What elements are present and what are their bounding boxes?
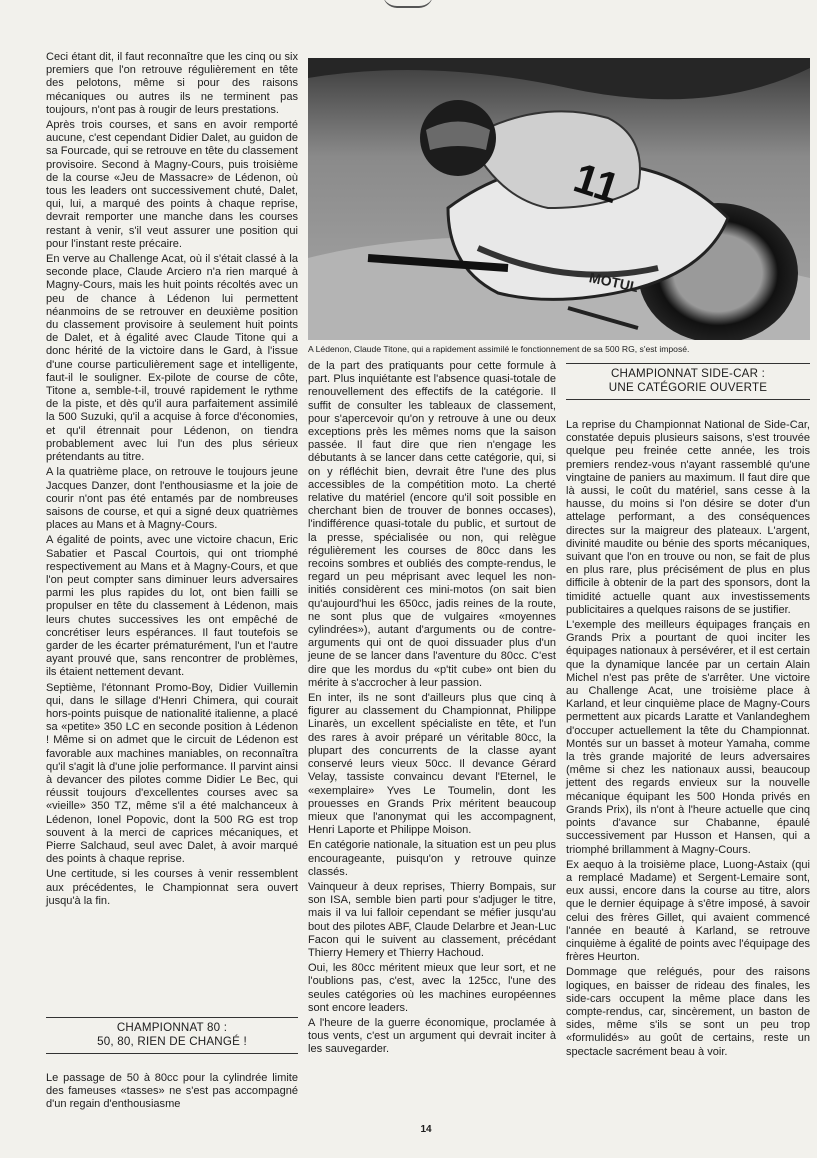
left-column-continued bbox=[46, 1072, 298, 1114]
heading-line: CHAMPIONNAT SIDE-CAR : bbox=[610, 367, 766, 380]
paragraph: A la quatrième place, on retrouve le toujours jeune Jacques Danzer, dont l'enthousiasme et la joie de courir n'ont pas été entamés par de nombreuses saisons de course, et qui a signé deux quatrièmes places au Mans et à Magny-Cours. bbox=[46, 466, 298, 532]
heading-line: 50, 80, RIEN DE CHANGÉ ! bbox=[97, 1035, 247, 1048]
paragraph: En inter, ils ne sont d'ailleurs plus que cinq à figurer au classement du Championnat, Philippe Linarès, un excellent spécialiste en tête, et l'un des rares à avoir préparé un véritable 80cc, la plupart des concurrents de la classe ayant conservé leurs vieux 50cc. Il devance Gérard Velay, tassiste convaincu devant l'Eternel, le «exemplaire» Yves Le Toumelin, dont les prouesses en Grands Prix méritent beaucoup mieux que l'anonymat qui les accompagnent, Henri Laporte et Philippe Moison. bbox=[308, 692, 556, 837]
paragraph: A l'heure de la guerre économique, proclamée à tous vents, c'est un argument qui devrait inciter à les sauvegarder. bbox=[308, 1016, 556, 1056]
page-number: 14 bbox=[420, 1124, 432, 1135]
heading-line: UNE CATÉGORIE OUVERTE bbox=[608, 381, 768, 394]
page-top-decoration bbox=[383, 0, 433, 8]
paragraph: Ex aequo à la troisième place, Luong-Astaix (qui a remplacé Madame) et Sergent-Lemaire sont, eux aussi, encore dans la course au titre, alors que le dernier équipage à s'être imposé, à savoir celui des frères Gillet, qui avaient commencé l'année en beauté à Karland, se retrouve cinquième à égalité de points avec l'équipage des frères Heurton. bbox=[566, 858, 810, 964]
paragraph: Dommage que relégués, pour des raisons logiques, en baisser de rideau des finales, les side-cars occupent la même place dans les compte-rendus, car, sincèrement, un baston de sides, même s'ils se sont un peu trop «formulidés» au goût de certains, reste un spectacle sacrément beau à voir. bbox=[566, 966, 810, 1058]
paragraph: La reprise du Championnat National de Side-Car, constatée depuis plusieurs saisons, s'est trouvée quelque peu freinée cette année, les trois premiers rendez-vous n'ayant rassemblé qu'une vingtaine de paniers au maximum. Il faut dire que là aussi, le coût du matériel, sans cesse à la hausse, du moins si l'on désire se doter d'un attelage performant, a des conséquences directes sur la maigreur des plateaux. L'argent, divinité maudite ou bénie des sports mécaniques, suivant que l'on en trouve ou non, se fait de plus en plus rare, plus précisément de plus en plus difficile à obtenir de la part des sponsors, dont la timidité actuelle quant aux investissements publicitaires a quelques raisons de se justifier. bbox=[566, 419, 810, 616]
middle-column bbox=[308, 360, 556, 1059]
paragraph: A égalité de points, avec une victoire chacun, Eric Sabatier et Pascal Courtois, qui ont triomphé respectivement au Mans et à Magny-Cours, et que l'on peut compter sans diminuer leurs adversaires parmi les plus rapides du lot, ont bien failli se propulser en tête du classement à Lédenon, mais leurs chutes successives les ont empêché de concrétiser leurs espérances. Il faut toutefois se garder de les écarter prématurément, l'un et l'autre ayant prouvé que, sans rencontrer de problèmes, ils étaient nettement devant. bbox=[46, 534, 298, 679]
paragraph: L'exemple des meilleurs équipages français en Grands Prix a pourtant de quoi inciter les équipages nationaux à persévérer, et il est certain que la dynamique lancée par un certain Alain Michel n'est pas prête de s'arrêter. Une victoire au Challenge Acat, une troisième place à Karland, et leur cinquième place de Magny-Cours permettent aux picards Laratte et Vanlandeghem d'occuper actuellement la tête du Championnat. Montés sur un basset à moteur Yamaha, comme la très grande majorité de leurs adversaires (même si chez les nationaux aussi, beaucoup jettent des regards envieux sur la nouvelle mécanique équipant les 500 Honda privés en Grands Prix), ils n'ont à l'heure actuelle que cinq points d'avance sur Chabanne, épaulé successivement par Husson et Hansen, qui a triomphé brillamment à Magny-Cours. bbox=[566, 619, 810, 856]
heading-line: CHAMPIONNAT 80 : bbox=[116, 1021, 228, 1034]
right-column bbox=[566, 419, 810, 1061]
section-heading-championnat-80 bbox=[46, 1017, 298, 1054]
section-heading-side-car bbox=[566, 363, 810, 400]
photo-caption: A Lédenon, Claude Titone, qui a rapidement assimilé le fonctionnement de sa 500 RG, s'est imposé. bbox=[308, 344, 690, 354]
left-column bbox=[46, 51, 298, 910]
paragraph: En verve au Challenge Acat, où il s'était classé à la seconde place, Claude Arciero n'a rien marqué à Magny-Cours, mais les huit points récoltés avec un peu de chance à Lédenon lui permettent néanmoins de se retrouver en deuxième position du classement provisoire à seulement huit points de Dalet, et à égalité avec Claude Titone qui a donc hérité de la victoire dans le Gard, à l'issue d'une course particulièrement sage et intelligente, faut-il le souligner. Ex-pilote de course de côte, Titone a, semble-t-il, trouvé rapidement le rythme de la piste, et dès qu'il aura parfaitement assimilé la 500 Suzuki, qu'il a acquise à force d'économies, et qu'il étrennait pour Lédenon, on tiendra probablement avec lui l'un des plus sérieux prétendants au titre. bbox=[46, 253, 298, 464]
paragraph: de la part des pratiquants pour cette formule à part. Plus inquiétante est l'absence quasi-totale de renouvellement des effectifs de la catégorie. Il suffit de consulter les tableaux de classement, pour s'apercevoir qu'on y retrouve à une ou deux exceptions près les mêmes noms que la saison passée. Il faut dire que rien n'engage les débutants à se lancer dans cette catégorie, qui, si on y réfléchit bien, devrait être l'une des plus accessibles de la compétition moto. La cherté relative du matériel (encore qu'il soit possible en cherchant bien de trouver de bonnes occases), l'indifférence quasi-totale du public, et surtout de la presse, spécialisée ou non, qui relègue régulièrement les courses de 80cc dans les recoins sombres et oubliés des compte-rendus, le regard un peu méprisant avec lequel les non-initiés considèrent ces mini-motos (on sait bien qu'aujourd'hui les 650cc, jadis reines de la route, ne sont plus que de vulgaires «moyennes cylindrées»), autant d'arguments ou de contre-arguments qui ont de quoi dissuader plus d'un jeune de se lancer dans l'aventure du 80cc. C'est dire que les mordus du «p'tit cube» ont bien du mérite à s'accrocher à leur passion. bbox=[308, 360, 556, 689]
paragraph: Oui, les 80cc méritent mieux que leur sort, et ne l'oublions pas, c'est, avec la 125cc, l'une des seules catégories où les machines européennes sont encore leaders. bbox=[308, 962, 556, 1014]
paragraph: Ceci étant dit, il faut reconnaître que les cinq ou six premiers que l'on retrouve régulièrement en tête des pelotons, même si pour des raisons mécaniques ou autres ils ne terminent pas toujours, n'ont pas à rougir de leurs prestations. bbox=[46, 51, 298, 116]
paragraph: Vainqueur à deux reprises, Thierry Bompais, sur son ISA, semble bien parti pour s'adjuger le titre, mais il va lui falloir cependant se méfier jusqu'au bout des pilotes ABF, Claude Delarbre et Jean-Luc Facon qui le suivent au classement, précédant Thierry Hemery et Thierry Hachoud. bbox=[308, 880, 556, 959]
race-number-text: 11 bbox=[568, 153, 626, 213]
race-photo bbox=[308, 58, 810, 340]
paragraph: Une certitude, si les courses à venir ressemblent aux précédentes, le Championnat sera ouvert jusqu'à la fin. bbox=[46, 868, 298, 907]
paragraph: Le passage de 50 à 80cc pour la cylindrée limite des fameuses «tasses» ne s'est pas accompagné d'un regain d'enthousiasme bbox=[46, 1072, 298, 1111]
paragraph: En catégorie nationale, la situation est un peu plus encourageante, puisqu'on y retrouve quinze classés. bbox=[308, 839, 556, 878]
paragraph: Après trois courses, et sans en avoir remporté aucune, c'est cependant Didier Dalet, au guidon de sa Fourcade, qui se retrouve en tête du classement provisoire. Second à Magny-Cours, puis troisième de la course «Jeu de Massacre» de Lédenon, où tous les leaders ont successivement chuté, Dalet, qui, lui, a marqué des points à chaque reprise, devrait remporter une manche dans les courses restant à venir, s'il veut assurer une position qui pour l'instant reste précaire. bbox=[46, 119, 298, 250]
motorcycle-photo-illustration bbox=[308, 58, 810, 340]
fairing-brand-text: MOTUL bbox=[587, 269, 640, 296]
paragraph: Septième, l'étonnant Promo-Boy, Didier Vuillemin qui, dans le sillage d'Henri Chimera, qui courait hors-points puisque de nationalité italienne, a placé sa «petite» 350 LC en seconde position à Lédenon ! Même si on admet que le circuit de Lédenon est favorable aux machines maniables, on reconnaîtra qu'il s'agit là d'une jolie performance. Il parvint ainsi à devancer des pilotes comme Didier Le Bec, qui réussit toujours d'excellentes courses avec sa «vieille» 350 TZ, même s'il a été malchanceux à Lédenon, Ionel Popovic, dont la 500 RG est trop souvent à la merci de caprices mécaniques, et Pierre Salchaud, seul avec Dalet, à avoir marqué des points à chaque reprise. bbox=[46, 681, 298, 866]
